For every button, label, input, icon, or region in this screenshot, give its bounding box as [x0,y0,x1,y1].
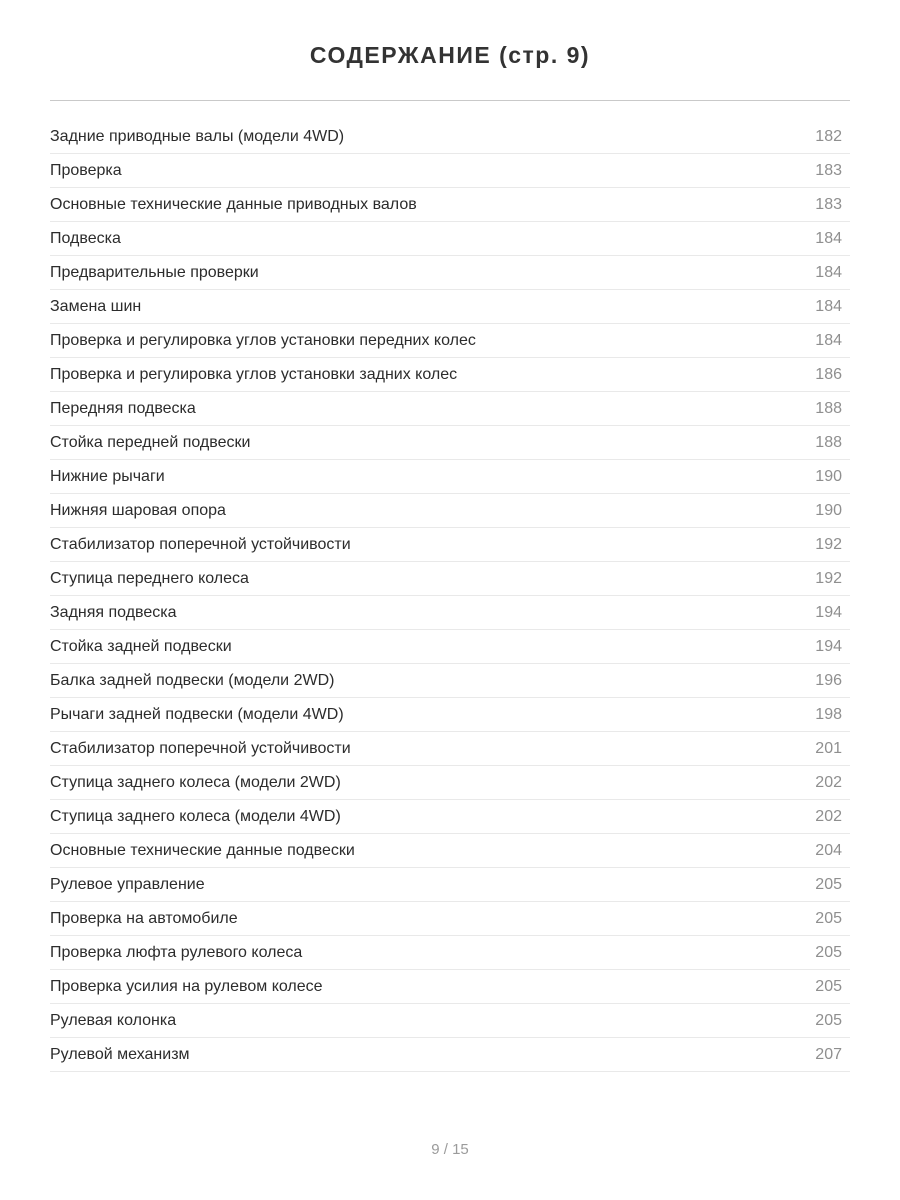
toc-row[interactable] [50,324,850,358]
toc-row[interactable] [50,732,850,766]
toc-item-label: Передняя подвеска [50,399,196,417]
toc-row[interactable] [50,868,850,902]
page-indicator: 9 / 15 [431,1141,469,1158]
toc-item-page: 205 [815,943,842,961]
toc-item-page: 192 [815,535,842,553]
toc-item-label: Стойка передней подвески [50,433,251,451]
toc-item-label: Проверка на автомобиле [50,909,238,927]
header-divider [50,100,850,101]
toc-row[interactable] [50,800,850,834]
toc-row[interactable] [50,698,850,732]
toc-row[interactable] [50,936,850,970]
toc-row[interactable] [50,766,850,800]
toc-item-page: 205 [815,977,842,995]
toc-item-page: 198 [815,705,842,723]
toc-item-label: Ступица заднего колеса (модели 2WD) [50,773,341,791]
toc-row[interactable] [50,120,850,154]
toc-item-page: 194 [815,603,842,621]
toc-list [50,120,850,1072]
toc-item-label: Проверка люфта рулевого колеса [50,943,303,961]
toc-row[interactable] [50,358,850,392]
toc-item-page: 202 [815,807,842,825]
toc-item-page: 190 [815,467,842,485]
toc-item-label: Рычаги задней подвески (модели 4WD) [50,705,344,723]
toc-row[interactable] [50,426,850,460]
toc-row[interactable] [50,392,850,426]
toc-item-label: Проверка и регулировка углов установки задних колес [50,365,458,383]
toc-row[interactable] [50,222,850,256]
toc-item-page: 192 [815,569,842,587]
toc-item-page: 201 [815,739,842,757]
toc-item-label: Стабилизатор поперечной устойчивости [50,535,351,553]
toc-row[interactable] [50,188,850,222]
toc-item-label: Задние приводные валы (модели 4WD) [50,127,345,145]
toc-item-page: 196 [815,671,842,689]
toc-item-label: Замена шин [50,297,142,315]
toc-item-page: 184 [815,297,842,315]
toc-item-page: 207 [815,1045,842,1063]
toc-item-label: Рулевое управление [50,875,205,893]
toc-item-label: Нижние рычаги [50,467,165,485]
toc-item-page: 205 [815,1011,842,1029]
toc-row[interactable] [50,630,850,664]
toc-item-label: Основные технические данные подвески [50,841,355,859]
toc-row[interactable] [50,290,850,324]
toc-item-label: Нижняя шаровая опора [50,501,226,519]
toc-row[interactable] [50,596,850,630]
toc-item-label: Балка задней подвески (модели 2WD) [50,671,335,689]
toc-item-page: 204 [815,841,842,859]
toc-header [0,0,900,69]
toc-item-page: 182 [815,127,842,145]
toc-item-label: Проверка [50,161,122,179]
toc-item-label: Рулевая колонка [50,1011,177,1029]
toc-row[interactable] [50,1038,850,1072]
toc-item-label: Стабилизатор поперечной устойчивости [50,739,351,757]
toc-item-page: 202 [815,773,842,791]
toc-item-label: Задняя подвеска [50,603,177,621]
toc-row[interactable] [50,1004,850,1038]
toc-item-label: Подвеска [50,229,121,247]
toc-row[interactable] [50,154,850,188]
toc-row[interactable] [50,562,850,596]
toc-item-label: Проверка и регулировка углов установки передних колес [50,331,476,349]
toc-item-page: 188 [815,433,842,451]
toc-item-label: Проверка усилия на рулевом колесе [50,977,323,995]
toc-item-label: Рулевой механизм [50,1045,190,1063]
toc-item-page: 183 [815,195,842,213]
toc-row[interactable] [50,256,850,290]
toc-item-page: 188 [815,399,842,417]
toc-row[interactable] [50,494,850,528]
toc-row[interactable] [50,834,850,868]
toc-item-page: 194 [815,637,842,655]
toc-item-page: 205 [815,875,842,893]
toc-item-label: Основные технические данные приводных валов [50,195,417,213]
toc-item-page: 186 [815,365,842,383]
toc-item-label: Ступица переднего колеса [50,569,249,587]
page-footer [0,1140,900,1160]
toc-item-page: 184 [815,263,842,281]
toc-item-label: Ступица заднего колеса (модели 4WD) [50,807,341,825]
toc-row[interactable] [50,902,850,936]
toc-item-label: Стойка задней подвески [50,637,232,655]
toc-row[interactable] [50,970,850,1004]
toc-item-label: Предварительные проверки [50,263,259,281]
toc-item-page: 184 [815,229,842,247]
toc-row[interactable] [50,528,850,562]
page-title: СОДЕРЖАНИЕ (стр. 9) [309,42,591,68]
toc-row[interactable] [50,460,850,494]
toc-row[interactable] [50,664,850,698]
toc-item-page: 205 [815,909,842,927]
toc-item-page: 190 [815,501,842,519]
toc-item-page: 183 [815,161,842,179]
toc-item-page: 184 [815,331,842,349]
